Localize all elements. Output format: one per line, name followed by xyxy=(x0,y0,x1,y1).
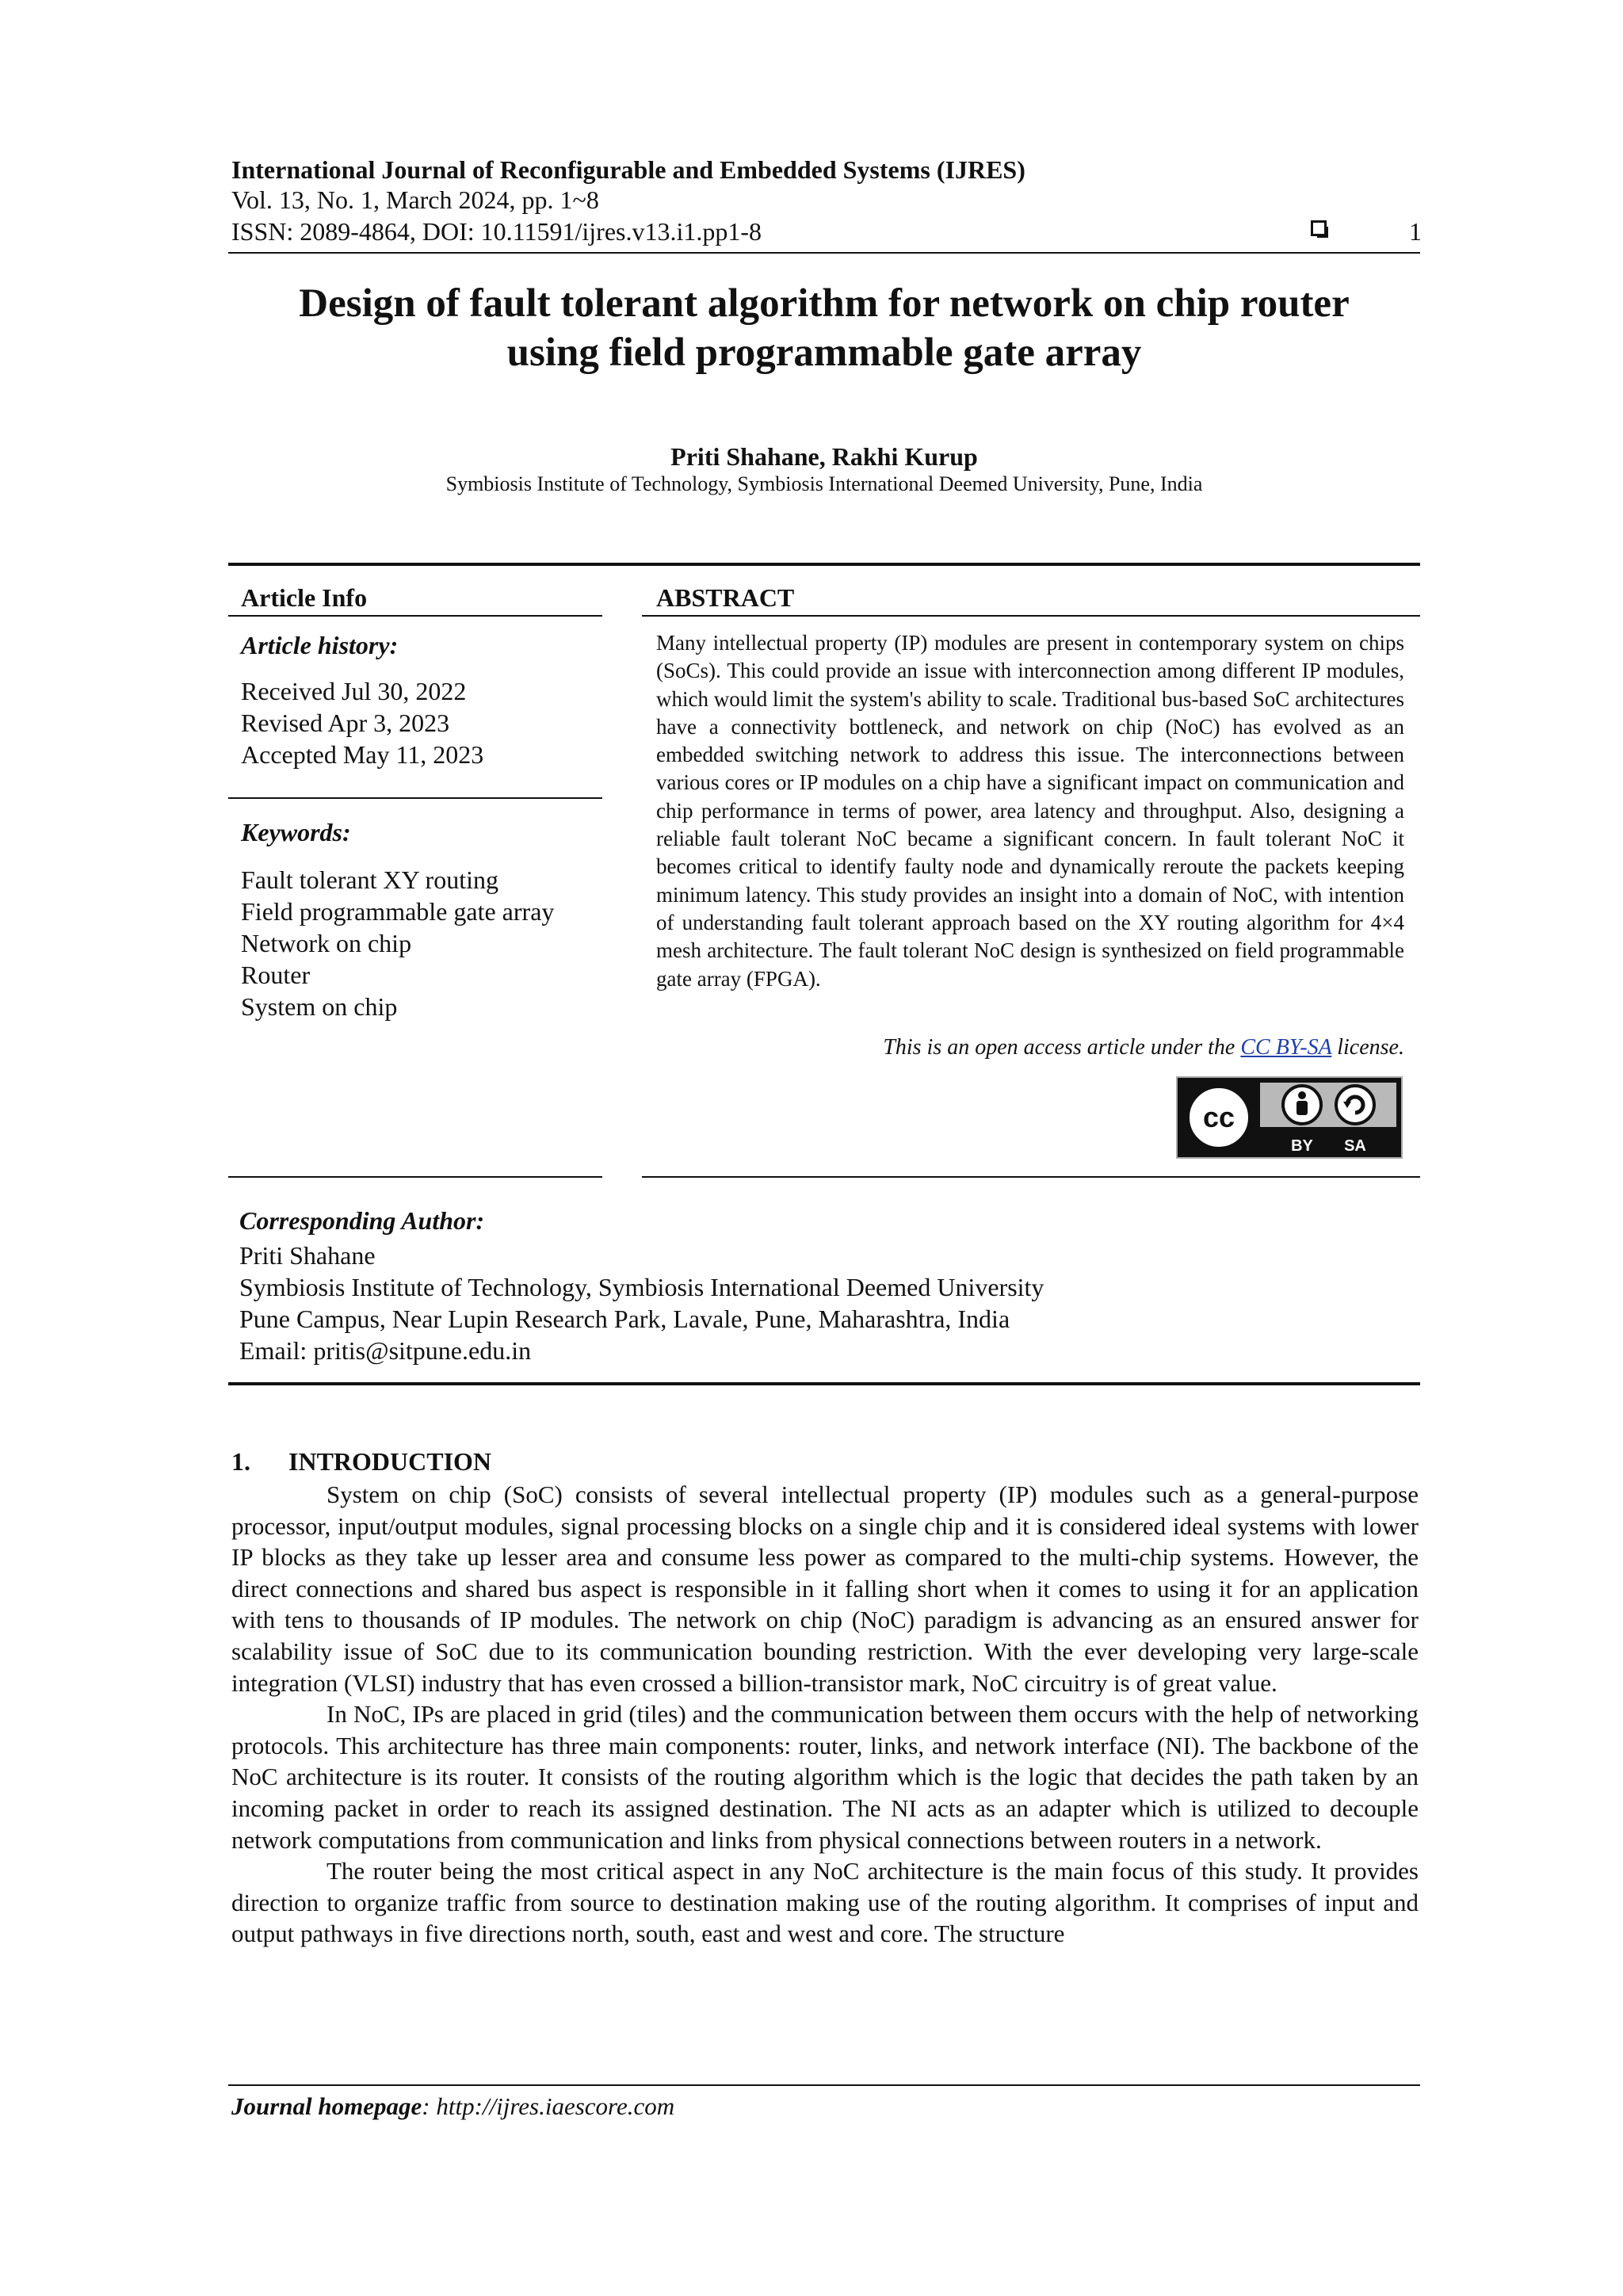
keyword-item: Fault tolerant XY routing xyxy=(241,865,498,894)
corresponding-details xyxy=(239,1240,1044,1366)
corresponding-address: Pune Campus, Near Lupin Research Park, Lavale, Pune, Maharashtra, India xyxy=(239,1305,1010,1333)
corresponding-email[interactable]: Email: pritis@sitpune.edu.in xyxy=(239,1336,532,1365)
section-number: 1. xyxy=(231,1447,250,1476)
title-line-2: using field programmable gate array xyxy=(506,330,1142,375)
homepage-label: Journal homepage xyxy=(231,2092,422,2120)
footer-rule xyxy=(228,2084,1420,2086)
authors: Priti Shahane, Rakhi Kurup xyxy=(670,442,978,471)
journal-issn: ISSN: 2089-4864, DOI: 10.11591/ijres.v13.i1.pp1-8 xyxy=(231,217,762,246)
badge-by-label: BY xyxy=(1291,1137,1313,1155)
paragraph: In NoC, IPs are placed in grid (tiles) and the communication between them occurs with the help of networking protocols. This architecture has three main components: router, links, and network interface (NI). The backbone of the NoC architecture is its router. It consists of the routing algorithm which is the logic that decides the path taken by an incoming packet in order to reach its assigned destination. The NI acts as an adapter which is utilized to decouple network computations from communication and links from physical connections between routers in a network. xyxy=(231,1700,1419,1854)
paragraph: The router being the most critical aspect in any NoC architecture is the main focus of this study. It provides direction to organize traffic from source to destination making use of the routing algorithm. It comprises of input and output pathways in five directions north, south, east and west and core. The structure xyxy=(231,1857,1419,1948)
journal-name: International Journal of Reconfigurable and Embedded Systems (IJRES) xyxy=(231,155,1025,184)
article-history-list xyxy=(241,675,483,770)
history-accepted: Accepted May 11, 2023 xyxy=(241,740,484,769)
abstract-rule xyxy=(642,615,1420,617)
title-line-1: Design of fault tolerant algorithm for network on chip router xyxy=(299,281,1350,326)
keyword-item: Network on chip xyxy=(241,929,412,957)
svg-text:cc: cc xyxy=(1202,1101,1235,1133)
homepage-url[interactable]: : http://ijres.iaescore.com xyxy=(422,2092,675,2120)
cc-icon xyxy=(1187,1086,1251,1149)
info-top-rule xyxy=(228,563,1420,566)
keywords-rule xyxy=(228,797,602,799)
journal-homepage xyxy=(231,2092,674,2121)
keywords-heading: Keywords: xyxy=(241,818,351,846)
abstract-text: Many intellectual property (IP) modules are present in contemporary system on chips (SoCs). This could provide an issue with interconnection among different IP modules, which would limit the system's ability to scale. Traditional bus-based SoC architectures have a connectivity bottleneck, and network on chip (NoC) has evolved as an embedded switching network to address this issue. The interconnections between various cores or IP modules on a chip have a significant impact on communication and chip performance in terms of power, area latency and throughput. Also, designing a reliable fault tolerant NoC became a significant concern. In fault tolerant NoC it becomes critical to identify faulty node and dynamically reroute the packets keeping minimum latency. This study provides an insight into a domain of NoC, with intention of understanding fault tolerant approach based on the XY routing algorithm for 4×4 mesh architecture. The fault tolerant NoC design is synthesized on field programmable gate array (FPGA). xyxy=(656,631,1404,991)
license-link[interactable]: CC BY-SA xyxy=(1240,1035,1332,1060)
keyword-item: Field programmable gate array xyxy=(241,897,555,926)
badge-sa-label: SA xyxy=(1344,1137,1366,1155)
attribution-icon xyxy=(1283,1086,1321,1124)
share-alike-icon xyxy=(1336,1086,1374,1124)
history-revised: Revised Apr 3, 2023 xyxy=(241,709,450,737)
article-history-heading: Article history: xyxy=(241,631,399,659)
page-number: 1 xyxy=(1409,217,1422,246)
license-note xyxy=(656,1035,1404,1060)
info-bottom-rule-left xyxy=(228,1176,602,1178)
header-rule xyxy=(228,252,1420,254)
keyword-item: Router xyxy=(241,961,311,989)
page-box-icon xyxy=(1311,220,1327,236)
corresponding-name: Priti Shahane xyxy=(239,1241,376,1270)
keyword-item: System on chip xyxy=(241,992,398,1021)
affiliation: Symbiosis Institute of Technology, Symbiosis International Deemed University, Pune, India xyxy=(445,472,1203,495)
section-title: INTRODUCTION xyxy=(288,1447,492,1476)
info-bottom-rule-right xyxy=(642,1176,1420,1178)
introduction-body xyxy=(231,1479,1419,1950)
corresponding-institute: Symbiosis Institute of Technology, Symbiosis International Deemed University xyxy=(239,1273,1044,1301)
article-info-heading: Article Info xyxy=(241,583,368,612)
paragraph: System on chip (SoC) consists of several intellectual property (IP) modules such as a general-purpose processor, input/output modules, signal processing blocks on a single chip and it is considered ideal systems with lower IP blocks as they take up lesser area and consume less power as compared to the multi-chip systems. However, the direct connections and shared bus aspect is responsible in it falling short when it comes to using it for an application with tens to thousands of IP modules. The network on chip (NoC) paradigm is advancing as an ensured answer for scalability issue of SoC due to its communication bounding restriction. With the ever developing very large-scale integration (VLSI) industry that has even crossed a billion-transistor mark, NoC circuitry is of great value. xyxy=(231,1480,1419,1697)
introduction-heading xyxy=(231,1447,491,1477)
cc-badge-graphic xyxy=(1178,1078,1401,1157)
keywords-list xyxy=(241,864,554,1022)
corresponding-heading: Corresponding Author: xyxy=(239,1206,485,1235)
history-received: Received Jul 30, 2022 xyxy=(241,677,467,705)
article-info-rule xyxy=(228,615,602,617)
cc-by-sa-badge[interactable] xyxy=(1176,1076,1403,1159)
license-prefix: This is an open access article under the xyxy=(883,1035,1241,1060)
license-suffix: license. xyxy=(1331,1035,1404,1060)
journal-volume: Vol. 13, No. 1, March 2024, pp. 1~8 xyxy=(231,185,599,214)
corresponding-bottom-rule xyxy=(228,1382,1420,1385)
paper-title xyxy=(228,279,1420,377)
abstract-heading: ABSTRACT xyxy=(656,583,795,612)
